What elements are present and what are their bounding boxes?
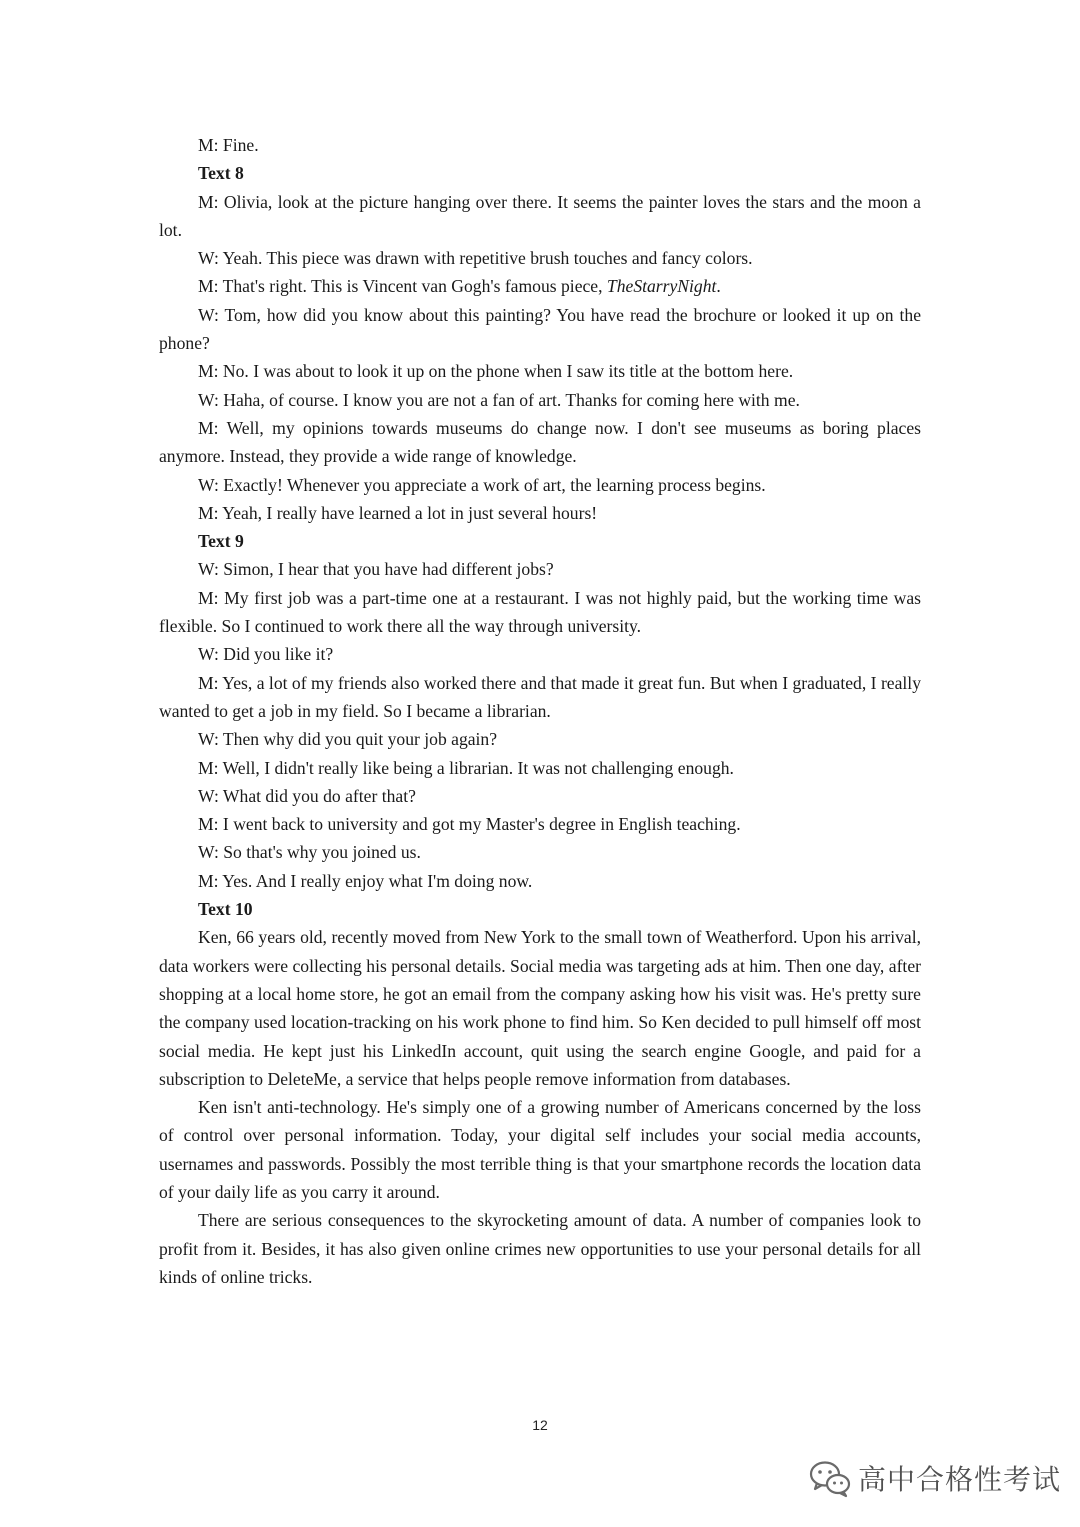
text-paragraph: M: Yes. And I really enjoy what I'm doing now. bbox=[198, 870, 533, 891]
text-paragraph: There are serious consequences to the skyrocketing amount of data. A number of companies look to profit from it. Besides, it has also given online crimes new opportunities to use your personal details for all kinds of online tricks. bbox=[159, 1210, 921, 1287]
text-paragraph: W: Haha, of course. I know you are not a fan of art. Thanks for coming here with me. bbox=[198, 389, 800, 410]
text-paragraph: Ken isn't anti-technology. He's simply one of a growing number of Americans concerned by the loss of control over personal information. Today, your digital self includes your social media accounts, usernames and passwords. Possibly the most terrible thing is that your smartphone records the location data of your daily life as you carry it around. bbox=[159, 1097, 921, 1202]
text-paragraph: M: Yeah, I really have learned a lot in just several hours! bbox=[198, 502, 598, 523]
text-paragraph: M: Well, I didn't really like being a librarian. It was not challenging enough. bbox=[198, 757, 734, 778]
page-number: 12 bbox=[532, 1417, 548, 1433]
text-paragraph: M: Well, my opinions towards museums do change now. I don't see museums as boring places anymore. Instead, they provide a wide range of knowledge. bbox=[159, 417, 921, 467]
text-paragraph: M: No. I was about to look it up on the phone when I saw its title at the bottom here. bbox=[198, 361, 794, 382]
text-paragraph: W: Exactly! Whenever you appreciate a work of art, the learning process begins. bbox=[198, 474, 766, 495]
text-paragraph: W: Then why did you quit your job again? bbox=[198, 729, 498, 750]
document-body bbox=[159, 131, 921, 1291]
text-paragraph: M: Fine. bbox=[198, 135, 259, 155]
text-paragraph: Ken, 66 years old, recently moved from New York to the small town of Weatherford. Upon his arrival, data workers were collecting his personal details. Social media was targeting ads at him. Then one day, after shopping at a local home store, he got an email from the company asking how his visit was. He's pretty sure the company used location-tracking on his work phone to find him. So Ken decided to pull himself off most social media. He kept just his LinkedIn account, quit using the search engine Google, and paid for a subscription to DeleteMe, a service that helps people remove information from databases. bbox=[159, 927, 921, 1089]
wechat-watermark bbox=[808, 1458, 1061, 1498]
text-paragraph: W: Tom, how did you know about this painting? You have read the brochure or looked it up on the phone? bbox=[159, 304, 921, 354]
text-paragraph: M: I went back to university and got my Master's degree in English teaching. bbox=[198, 814, 741, 835]
text-paragraph: M: Yes, a lot of my friends also worked there and that made it great fun. But when I graduated, I really wanted to get a job in my field. So I became a librarian. bbox=[159, 672, 921, 721]
text-paragraph: W: What did you do after that? bbox=[198, 785, 416, 806]
section-heading: Text 10 bbox=[198, 899, 253, 920]
text-paragraph: W: Did you like it? bbox=[198, 644, 334, 665]
text-paragraph: W: Yeah. This piece was drawn with repetitive brush touches and fancy colors. bbox=[198, 248, 753, 269]
text-paragraph: M: That's right. This is Vincent van Gogh's famous piece, TheStarryNight. bbox=[198, 276, 721, 297]
painting-title: TheStarryNight bbox=[606, 276, 717, 297]
watermark-text: 高中合格性考试 bbox=[858, 1463, 1062, 1496]
text-paragraph: M: My first job was a part-time one at a restaurant. I was not highly paid, but the working time was flexible. So I continued to work there all the way through university. bbox=[159, 587, 921, 637]
text-paragraph: W: So that's why you joined us. bbox=[198, 842, 421, 863]
text-paragraph: W: Simon, I hear that you have had different jobs? bbox=[198, 559, 554, 580]
section-heading: Text 9 bbox=[198, 531, 244, 552]
text-paragraph: M: Olivia, look at the picture hanging over there. It seems the painter loves the stars and the moon a lot. bbox=[159, 191, 921, 240]
section-heading: Text 8 bbox=[198, 163, 244, 184]
wechat-icon bbox=[808, 1458, 852, 1498]
